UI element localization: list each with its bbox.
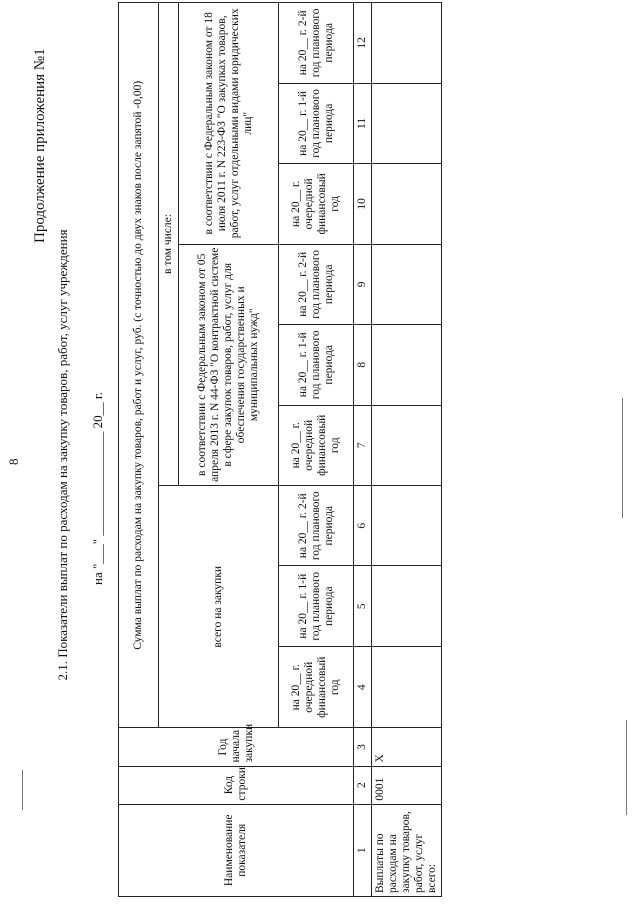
- row-value: [372, 405, 442, 485]
- header-period-first: на 20__ г. 1-й год планового периода: [279, 83, 354, 163]
- column-number: 7: [354, 405, 372, 485]
- header-period-current: на 20__ г. очередной финансовый год: [279, 405, 354, 485]
- row-value: [372, 164, 442, 244]
- table-title: 2.1. Показатели выплат по расходам на закупку товаров, работ, услуг учреждения: [55, 229, 70, 681]
- column-number-row: [354, 3, 372, 897]
- row-value: [372, 646, 442, 728]
- column-number: 12: [354, 3, 372, 84]
- page-number: 8: [6, 458, 21, 465]
- header-period-first: на 20__ г. 1-й год планового периода: [279, 566, 354, 646]
- appendix-continuation: Продолжение приложения №1: [32, 48, 48, 243]
- row-value: [372, 325, 442, 405]
- column-number: 10: [354, 164, 372, 244]
- header-period-current: на 20__ г. очередной финансовый год: [279, 164, 354, 244]
- header-period-second: на 20__ г. 2-й год планового периода: [279, 486, 354, 566]
- row-value: [372, 244, 442, 324]
- header-law-44: в соответствии с Федеральным законом от 05 апреля 2013 г. N 44-ФЗ "О контрактной системе в сфере закупок товаров, работ, услуг для обеспечения государственных и муниципальных нужд": [179, 244, 279, 485]
- row-value: [372, 486, 442, 566]
- column-number: 5: [354, 566, 372, 646]
- row-value: [372, 566, 442, 646]
- scan-margin-mark: [622, 398, 623, 518]
- header-sum: Сумма выплат по расходам на закупку товаров, работ и услуг, руб. (с точностью до двух знаков после запятой -0,00): [119, 3, 159, 728]
- header-period-current: на 20__ г. очередной финансовый год: [279, 646, 354, 728]
- column-number: 6: [354, 486, 372, 566]
- header-code: Код строки: [119, 766, 354, 804]
- header-period-first: на 20__ г. 1-й год планового периода: [279, 325, 354, 405]
- column-number: 11: [354, 83, 372, 163]
- row-name: Выплаты по расходам на закупку товаров, работ, услуг всего:: [372, 804, 442, 896]
- row-year: X: [372, 728, 442, 766]
- header-law-223: в соответствии с Федеральным законом от 18 июля 2011 г. N 223-ФЗ "О закупках товаров, работ, услуг отдельными видами юридических лиц": [179, 3, 279, 245]
- header-period-second: на 20__ г. 2-й год планового периода: [279, 244, 354, 324]
- scan-margin-mark: [22, 770, 23, 810]
- row-value: [372, 3, 442, 84]
- header-period-second: на 20__ г. 2-й год планового периода: [279, 3, 354, 84]
- column-number: 2: [354, 766, 372, 804]
- column-number: 8: [354, 325, 372, 405]
- column-number: 3: [354, 728, 372, 766]
- header-total: всего на закупки: [159, 486, 279, 728]
- table-row: [372, 3, 442, 897]
- row-value: [372, 83, 442, 163]
- header-year: Год начала закупки: [119, 728, 354, 766]
- scan-margin-mark: [626, 720, 627, 815]
- column-number: 9: [354, 244, 372, 324]
- column-number: 4: [354, 646, 372, 728]
- row-code: 0001: [372, 766, 442, 804]
- date-line: на "___" ________________ 20__ г.: [90, 392, 105, 585]
- purchase-payments-table: [118, 2, 442, 897]
- column-number: 1: [354, 804, 372, 896]
- header-including: в том числе:: [159, 3, 179, 486]
- header-name: Наименование показателя: [119, 804, 354, 896]
